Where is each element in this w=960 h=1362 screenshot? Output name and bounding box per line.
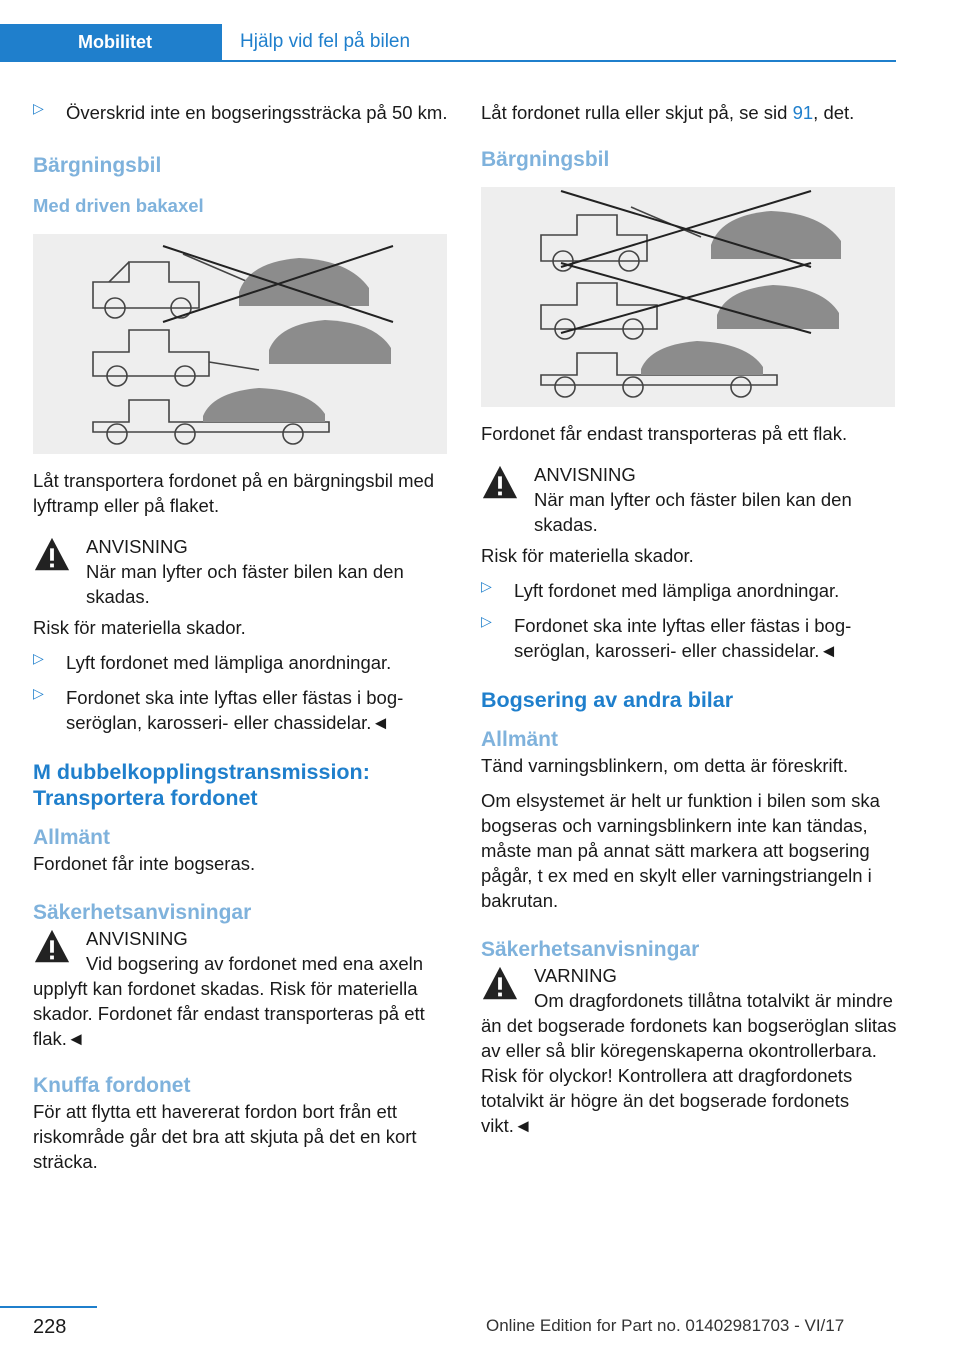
risk-text: Risk för materiella skador. <box>481 545 694 566</box>
warning-title: ANVISNING <box>86 536 188 557</box>
warning-title: ANVISNING <box>86 928 188 949</box>
page-link-91[interactable]: 91 <box>792 102 814 123</box>
warning-notice <box>33 534 451 609</box>
tow-truck-illustration <box>33 234 447 454</box>
warning-text: När man lyfter och fäster bilen kan den skadas. <box>86 561 404 607</box>
tow-truck-illustration <box>481 187 895 407</box>
tab-mobilitet[interactable]: Mobilitet <box>0 24 222 60</box>
heading-sakerhetsanvisningar: Säkerhetsanvisningar <box>33 901 252 924</box>
warning-notice <box>481 963 899 1138</box>
paragraph-elsystem: Om elsystemet är helt ur funktion i bilen som ska bogseras och varningsblinkern inte kan tändas, måste man på annat sätt markera att bogsering pågår, t ex med en skylt eller varningstriangeln i bakrutan. <box>481 790 880 911</box>
right-column <box>481 100 899 1138</box>
triangle-bullet-icon: ▷ <box>481 613 492 629</box>
paragraph-rulla: Låt fordonet rulla eller skjut på, se sid 91, det. <box>481 102 855 123</box>
triangle-bullet-icon: ▷ <box>33 685 44 701</box>
list-item: ▷ Fordonet ska inte lyftas eller fästas i bogseröglan, karosseri- eller chassidelar.◄ <box>481 613 852 661</box>
header-divider <box>0 60 896 62</box>
heading-allmant: Allmänt <box>33 826 111 849</box>
heading-m-dubbelkoppling: M dubbelkopplingstransmission: Transportera fordonet <box>33 760 370 810</box>
triangle-bullet-icon: ▷ <box>33 100 44 116</box>
warning-triangle-icon <box>33 536 71 574</box>
paragraph-allmant: Fordonet får inte bogseras. <box>33 853 256 874</box>
warning-triangle-icon <box>481 464 519 502</box>
heading-med-driven-bakaxel: Med driven bakaxel <box>33 195 204 216</box>
warning-text: Vid bogsering av fordonet med ena axeln upplyft kan fordonet skadas. Risk för materiella skador. Fordonet får endast transporteras på ett flak.◄ <box>33 953 425 1049</box>
warning-notice <box>481 462 899 537</box>
paragraph-knuffa: För att flytta ett havererat fordon bort från ett riskområde går det bra att skjuta på det en kort sträcka. <box>33 1101 417 1172</box>
footer-divider <box>0 1306 97 1308</box>
heading-sakerhetsanvisningar: Säkerhetsanvisningar <box>481 938 700 961</box>
tow-illustration-left <box>33 234 447 454</box>
tow-illustration-right <box>481 187 895 407</box>
list-item: ▷ Lyft fordonet med lämpliga anordningar. <box>33 650 392 673</box>
heading-knuffa-fordonet: Knuffa fordonet <box>33 1074 191 1097</box>
paragraph-tand: Tänd varningsblinkern, om detta är föreskrift. <box>481 755 849 776</box>
list-item: ▷ Lyft fordonet med lämpliga anordningar. <box>481 578 840 601</box>
left-column <box>33 100 451 1174</box>
warning-triangle-icon <box>481 965 519 1003</box>
risk-text: Risk för materiella skador. <box>33 617 246 638</box>
heading-bogsering-av-andra-bilar: Bogsering av andra bilar <box>481 688 734 712</box>
warning-text: Om dragfordonets tillåtna totalvikt är mindre än det bogserade fordonets kan bogseröglan slitas av eller så blir köregenskaperna okontrollerbara. Risk för olyckor! Kontrollera att dragfordonets totalvikt är högre än det bogserade fordonets vikt.◄ <box>481 990 897 1136</box>
heading-allmant: Allmänt <box>481 728 559 751</box>
heading-bargningsbil: Bärgningsbil <box>33 154 162 177</box>
heading-bargningsbil: Bärgningsbil <box>481 148 610 171</box>
list-item: ▷ Fordonet ska inte lyftas eller fästas i bogseröglan, karosseri- eller chassidelar.◄ <box>33 685 404 733</box>
page-number: 228 <box>33 1316 67 1338</box>
paragraph-transport: Låt transportera fordonet på en bärgningsbil med lyftramp eller på flaket. <box>33 470 435 516</box>
warning-text: När man lyfter och fäster bilen kan den skadas. <box>534 489 852 535</box>
warning-title: ANVISNING <box>534 464 636 485</box>
paragraph-flak: Fordonet får endast transporteras på ett flak. <box>481 423 848 444</box>
tab-hjalp-vid-fel[interactable]: Hjälp vid fel på bilen <box>240 31 411 52</box>
warning-notice <box>33 926 451 1051</box>
triangle-bullet-icon: ▷ <box>481 578 492 594</box>
warning-title: VARNING <box>534 965 617 986</box>
page-header <box>0 24 896 60</box>
triangle-bullet-icon: ▷ <box>33 650 44 666</box>
warning-triangle-icon <box>33 928 71 966</box>
edition-text: Online Edition for Part no. 01402981703 - VI/17 <box>486 1316 845 1335</box>
list-item: ▷ Överskrid inte en bogseringssträcka på 50 km. <box>33 100 448 123</box>
